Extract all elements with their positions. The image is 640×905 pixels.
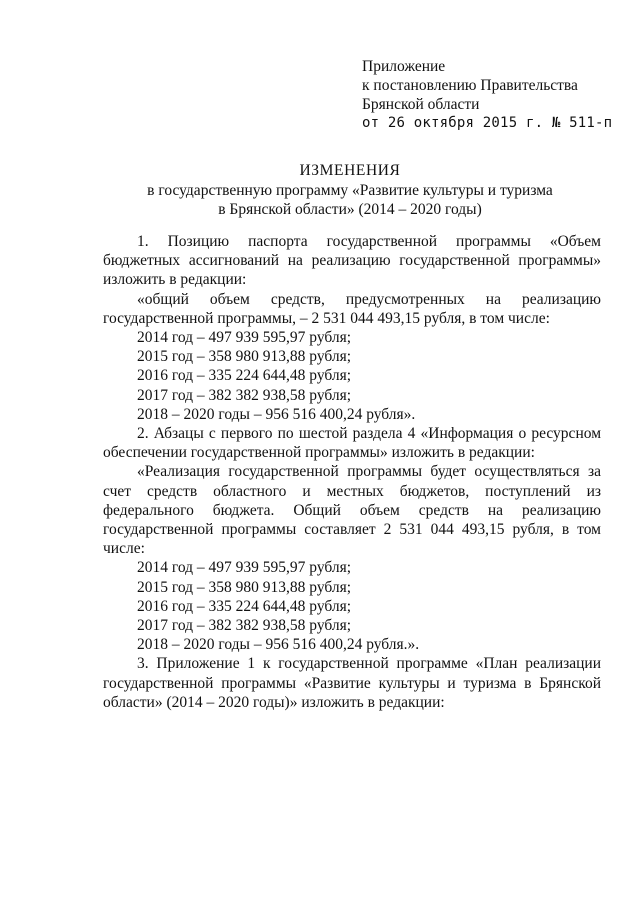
- title-heading: ИЗМЕНЕНИЯ: [299, 162, 401, 179]
- approval-line-3: Брянской области: [362, 96, 480, 113]
- title-line-2: в Брянской области» (2014 – 2020 годы): [218, 201, 482, 218]
- section-1-quote: «общий объем средств, предусмотренных на реализацию государственной программы, – 2 531 044 493,15 рубля, в том числе:: [103, 290, 601, 327]
- section-2-year-2016: 2016 год – 335 224 644,48 рубля;: [137, 597, 352, 615]
- section-1-intro: 1. Позицию паспорта государственной программы «Объем бюджетных ассигнований на реализацию государственной программы» изложить в редакции:: [103, 233, 601, 289]
- document-body: [103, 232, 601, 712]
- approval-line-2: к постановлению Правительства: [362, 77, 578, 94]
- section-1-year-2018-2020: 2018 – 2020 годы – 956 516 400,24 рубля».: [137, 405, 416, 423]
- title-line-1: в государственную программу «Развитие культуры и туризма: [147, 181, 553, 199]
- section-2-intro: 2. Абзацы с первого по шестой раздела 4 «Информация о ресурсном обеспечении государственной программы» изложить в редакции:: [103, 425, 601, 462]
- approval-line-1: Приложение: [362, 58, 446, 75]
- section-2-year-2018-2020: 2018 – 2020 годы – 956 516 400,24 рубля.».: [137, 636, 420, 654]
- section-1-year-2014: 2014 год – 497 939 595,97 рубля;: [137, 329, 352, 347]
- section-3-intro: 3. Приложение 1 к государственной программе «План реализации государственной программы «Развитие культуры и туризма в Брянской области» (2014 – 2020 годы)» изложить в редакции:: [103, 655, 601, 711]
- section-2-year-2017: 2017 год – 382 382 938,58 рубля;: [137, 617, 352, 635]
- document-title: [60, 161, 640, 220]
- section-1-year-2016: 2016 год – 335 224 644,48 рубля;: [137, 367, 352, 385]
- section-1-year-2015: 2015 год – 358 980 913,88 рубля;: [137, 348, 352, 366]
- section-2-quote: «Реализация государственной программы будет осуществляться за счет средств областного и местных бюджетов, поступлений из федерального бюджета. Общий объем средств на реализацию государственной программы составляет 2 531 044 493,15 рубля, в том числе:: [103, 463, 601, 558]
- section-2-year-2014: 2014 год – 497 939 595,97 рубля;: [137, 559, 352, 577]
- approval-date-number: от 26 октября 2015 г. № 511-п: [362, 115, 613, 131]
- approval-block: [362, 57, 622, 133]
- section-2-year-2015: 2015 год – 358 980 913,88 рубля;: [137, 578, 352, 596]
- section-1-year-2017: 2017 год – 382 382 938,58 рубля;: [137, 386, 352, 404]
